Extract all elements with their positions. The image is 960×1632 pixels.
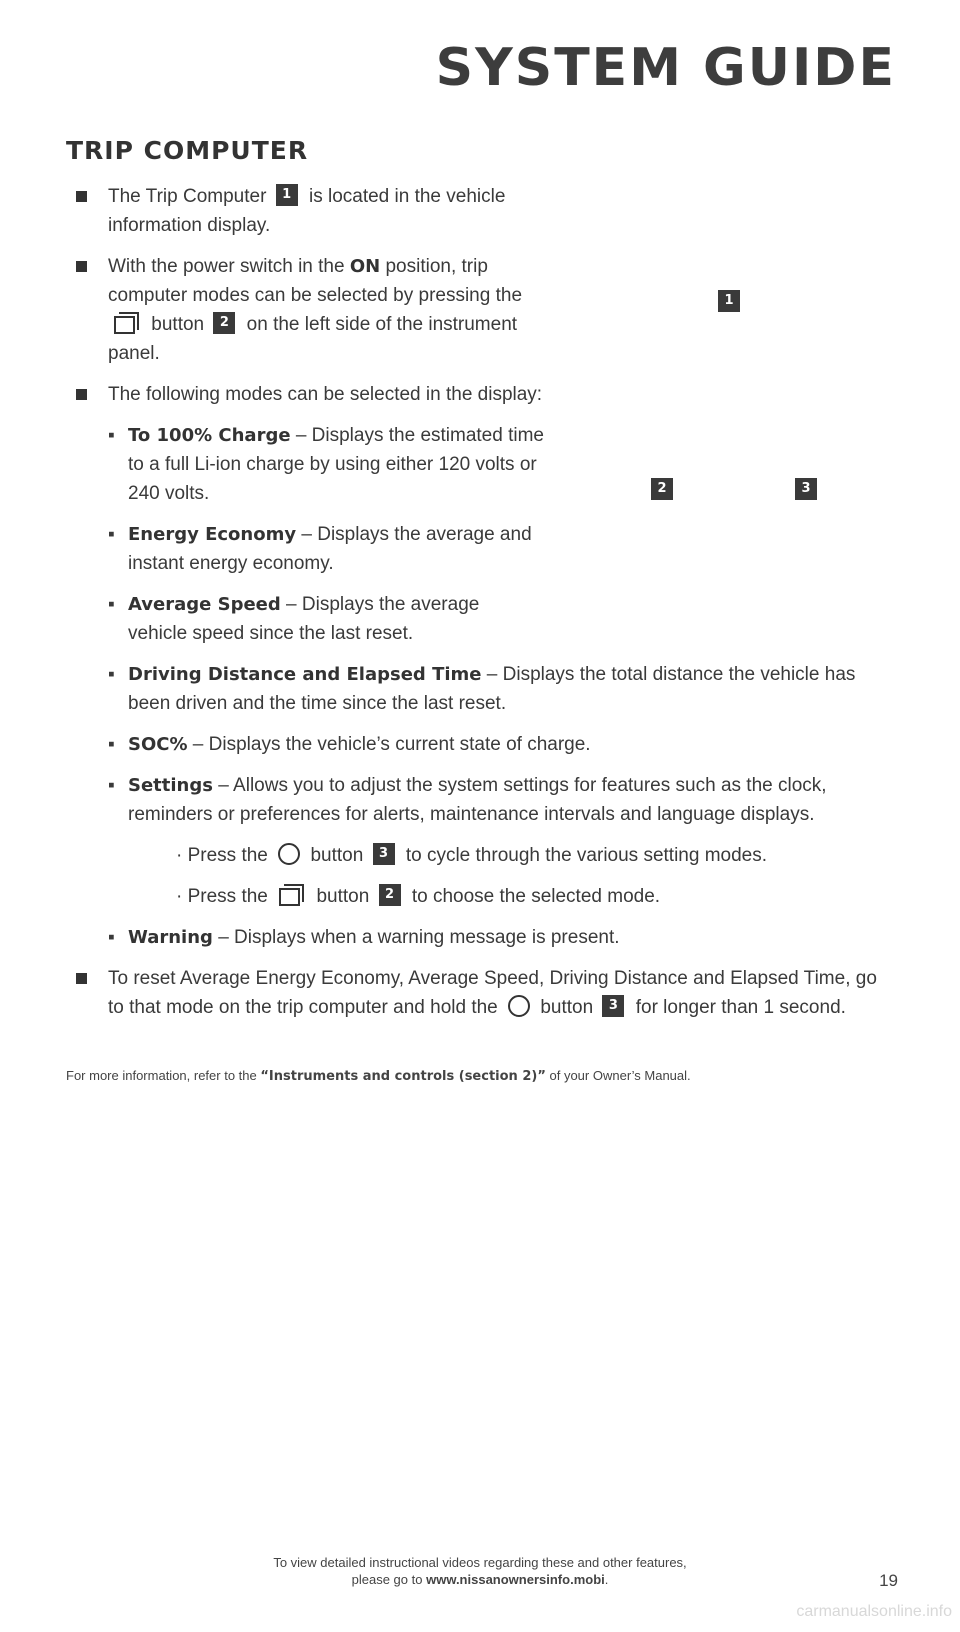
mode-term: Energy Economy — [128, 524, 297, 545]
footer-line: To view detailed instructional videos regarding these and other features, — [273, 1555, 687, 1570]
text: To reset Average Energy Economy, Average Speed, Driving Distance and Elapsed Time, go to that mode on the trip computer and hold the — [108, 968, 877, 1018]
callout-badge-1: 1 — [276, 184, 298, 206]
settings-step-cycle — [176, 841, 896, 870]
mode-description: – Displays the average vehicle speed since the last reset. — [128, 594, 480, 644]
page-header-title: SYSTEM GUIDE — [435, 38, 896, 98]
text: to choose the selected mode. — [411, 886, 661, 907]
mode-item — [108, 923, 888, 952]
text: position, trip computer modes can be selected by pressing the — [108, 256, 523, 306]
bullet-square-icon — [76, 389, 87, 400]
circle-button-icon — [277, 842, 301, 866]
footer-line — [0, 1571, 960, 1588]
display-button-icon — [112, 310, 142, 336]
mode-description: – Displays the vehicle’s current state of charge. — [192, 734, 591, 755]
mode-description: – Displays when a warning message is present. — [218, 927, 620, 948]
mode-term: Driving Distance and Elapsed Time — [128, 664, 482, 685]
mode-item — [108, 771, 888, 829]
text: button — [316, 886, 370, 907]
mode-description: – Allows you to adjust the system settings for features such as the clock, reminders or preferences for alerts, maintenance intervals and language displays. — [128, 775, 827, 825]
paragraph-power-switch — [66, 252, 558, 368]
page-number: 19 — [879, 1571, 898, 1590]
text: please go to — [351, 1572, 423, 1587]
website-link[interactable]: www.nissanownersinfo.mobi — [426, 1572, 605, 1587]
callout-badge-2: 2 — [379, 884, 401, 906]
on-position-label: ON — [349, 256, 381, 277]
text: The following modes can be selected in the display: — [108, 384, 543, 405]
watermark: carmanualsonline.info — [796, 1603, 952, 1620]
text: button — [310, 845, 364, 866]
bullet-square-icon — [76, 191, 87, 202]
mode-term: Average Speed — [128, 594, 281, 615]
settings-step-choose — [176, 882, 896, 911]
mode-description: – Displays the estimated time to a full Li-ion charge by using either 120 volts or 240 volts. — [128, 425, 544, 504]
manual-section-reference: “Instruments and controls (section 2)” — [260, 1069, 546, 1084]
bullet-dot: ▪ — [108, 734, 115, 755]
bullet-dot: ▪ — [108, 775, 115, 796]
mode-item — [108, 730, 888, 759]
circle-button-icon — [507, 994, 531, 1018]
content — [66, 182, 896, 1034]
mode-description: – Displays the total distance the vehicle has been driven and the time since the last reset. — [128, 664, 856, 714]
bullet-square-icon — [76, 261, 87, 272]
paragraph-trip-computer-location — [66, 182, 558, 240]
bullet-square-icon — [76, 973, 87, 984]
display-button-icon — [277, 882, 307, 908]
mode-term: Settings — [128, 775, 213, 796]
text: on the left side of the instrument panel. — [108, 314, 518, 364]
text: is located in the vehicle information display. — [108, 186, 506, 236]
image-callout-3: 3 — [795, 478, 817, 500]
callout-badge-2: 2 — [213, 312, 235, 334]
footer — [0, 1554, 960, 1588]
text: to cycle through the various setting modes. — [405, 845, 768, 866]
text: for longer than 1 second. — [635, 997, 846, 1018]
text: The Trip Computer — [108, 186, 267, 207]
text: With the power switch in the — [108, 256, 345, 277]
text: · Press the — [176, 845, 268, 866]
text: · Press the — [176, 886, 268, 907]
bullet-dot: ▪ — [108, 664, 115, 685]
paragraph-modes-intro — [66, 380, 558, 409]
text: button — [540, 997, 594, 1018]
mode-term: To 100% Charge — [128, 425, 291, 446]
bullet-dot: ▪ — [108, 927, 115, 948]
mode-item — [108, 520, 548, 578]
image-callout-2: 2 — [651, 478, 673, 500]
bullet-dot: ▪ — [108, 425, 115, 446]
bullet-dot: ▪ — [108, 524, 115, 545]
manual-reference-note — [66, 1068, 691, 1084]
mode-term: Warning — [128, 927, 213, 948]
image-callout-1: 1 — [718, 290, 740, 312]
callout-badge-3: 3 — [373, 843, 395, 865]
bullet-dot: ▪ — [108, 594, 115, 615]
callout-badge-3: 3 — [602, 995, 624, 1017]
text: of your Owner’s Manual. — [549, 1068, 691, 1083]
section-title: TRIP COMPUTER — [66, 136, 309, 165]
mode-item — [108, 421, 548, 508]
mode-term: SOC% — [128, 734, 188, 755]
text: For more information, refer to the — [66, 1068, 257, 1083]
mode-description: – Displays the average and instant energy economy. — [128, 524, 532, 574]
text: . — [604, 1572, 609, 1587]
paragraph-reset — [66, 964, 888, 1022]
mode-item — [108, 590, 508, 648]
mode-item — [108, 660, 888, 718]
text: button — [151, 314, 205, 335]
